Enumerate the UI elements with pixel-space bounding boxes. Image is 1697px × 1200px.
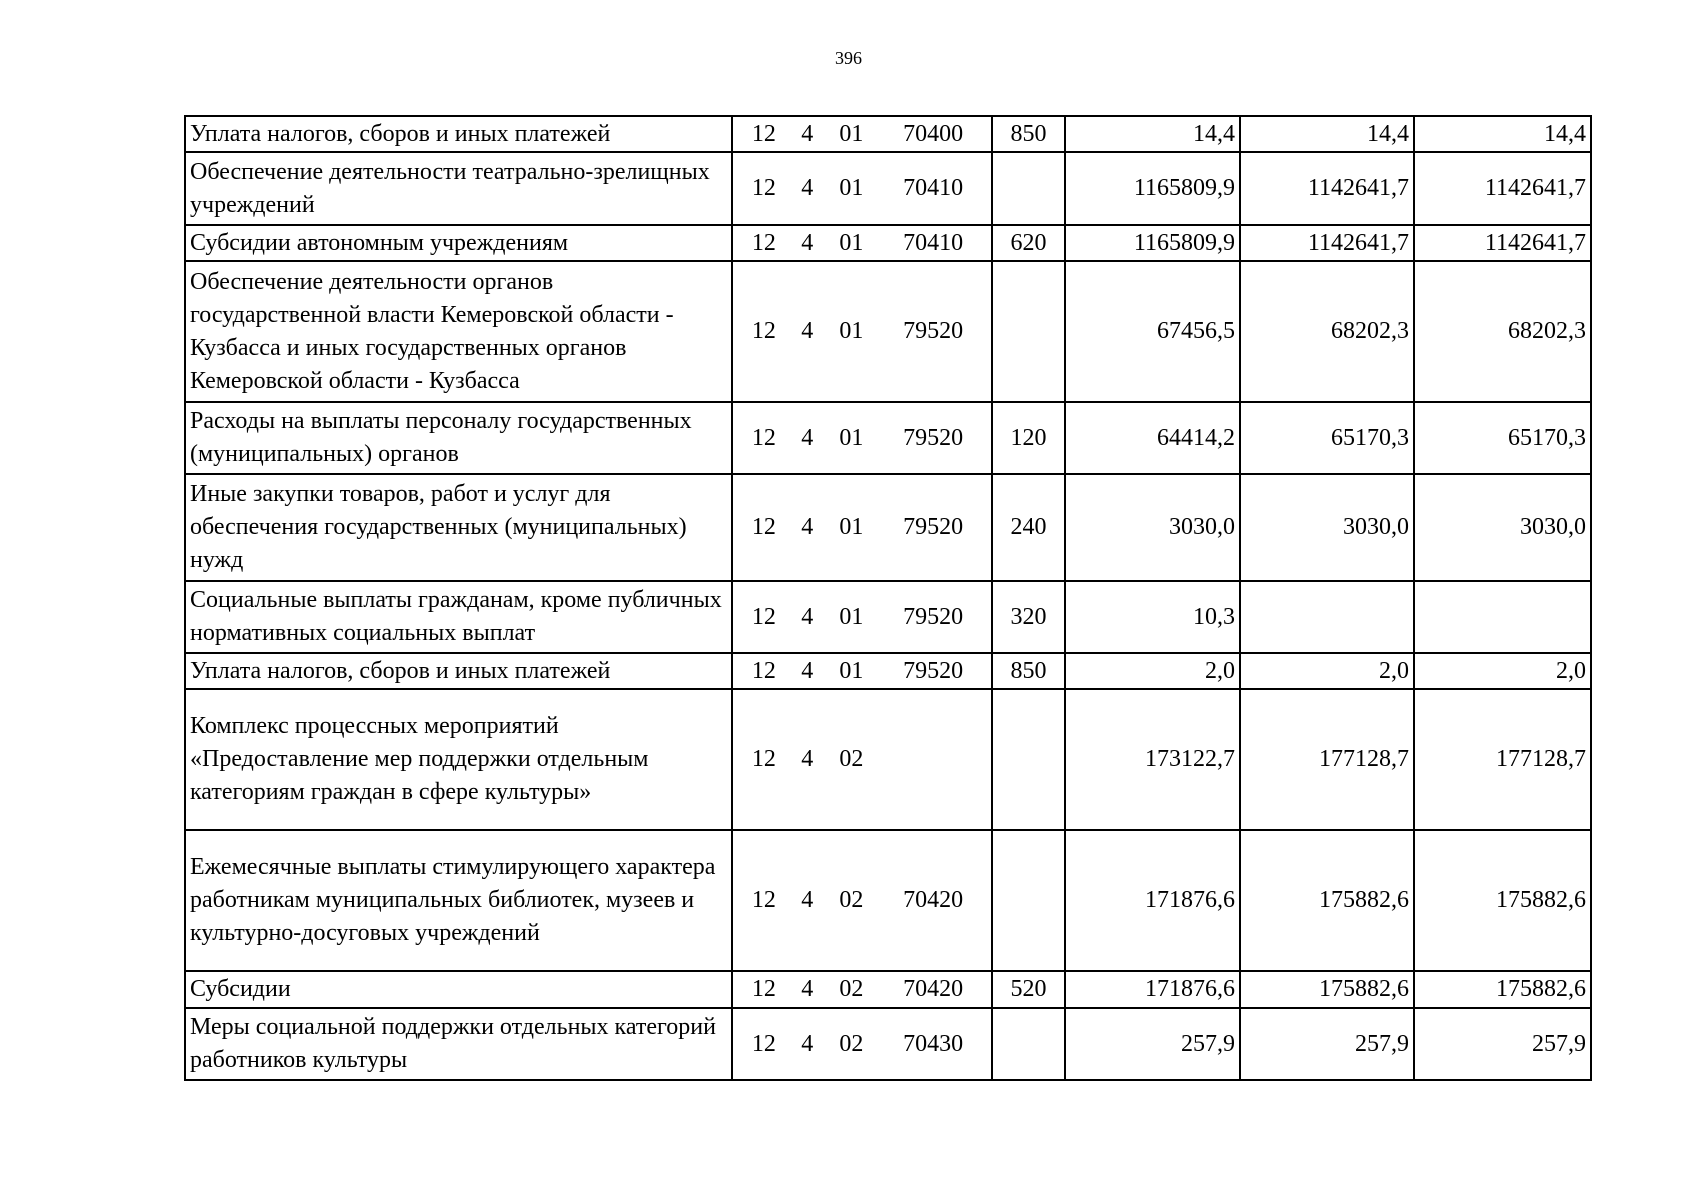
amount-year-1-cell: 171876,6 bbox=[1065, 971, 1240, 1008]
amount-year-1-cell: 64414,2 bbox=[1065, 402, 1240, 474]
program-group-code: 01 bbox=[839, 318, 864, 344]
classification-codes-cell bbox=[732, 653, 992, 689]
subsection-code: 4 bbox=[801, 175, 814, 201]
amount-year-1-cell: 67456,5 bbox=[1065, 261, 1240, 402]
direction-code: 70410 bbox=[903, 175, 964, 201]
table-row bbox=[185, 689, 1591, 830]
amount-year-3-cell: 2,0 bbox=[1414, 653, 1591, 689]
amount-year-2-cell: 175882,6 bbox=[1240, 830, 1414, 971]
program-group-code: 01 bbox=[839, 657, 864, 684]
subsection-code: 4 bbox=[801, 424, 814, 451]
classification-codes-cell bbox=[732, 225, 992, 261]
classification-codes-cell bbox=[732, 581, 992, 653]
direction-code: 70420 bbox=[903, 887, 964, 913]
subsection-code: 4 bbox=[801, 657, 814, 684]
amount-year-2-cell: 14,4 bbox=[1240, 116, 1414, 152]
amount-year-2-cell: 175882,6 bbox=[1240, 971, 1414, 1008]
amount-year-3-cell: 177128,7 bbox=[1414, 689, 1591, 830]
expense-name-cell: Комплекс процессных мероприятий «Предоставление мер поддержки отдельным категориям граждан в сфере культуры» bbox=[185, 689, 732, 830]
section-code: 12 bbox=[751, 318, 776, 344]
expense-type-code-cell: 520 bbox=[992, 971, 1065, 1008]
expense-type-code-cell: 320 bbox=[992, 581, 1065, 653]
subsection-code: 4 bbox=[801, 746, 814, 772]
subsection-code: 4 bbox=[801, 318, 814, 344]
classification-codes-cell bbox=[732, 1008, 992, 1080]
direction-code: 70430 bbox=[903, 1030, 964, 1057]
section-code: 12 bbox=[751, 229, 776, 256]
expense-type-code-cell: 240 bbox=[992, 474, 1065, 581]
table-row bbox=[185, 152, 1591, 225]
expense-type-code-cell bbox=[992, 1008, 1065, 1080]
classification-codes-cell bbox=[732, 474, 992, 581]
expense-name-cell: Расходы на выплаты персоналу государственных (муниципальных) органов bbox=[185, 402, 732, 474]
budget-table-body bbox=[185, 116, 1591, 1080]
table-row bbox=[185, 581, 1591, 653]
section-code: 12 bbox=[751, 175, 776, 201]
subsection-code: 4 bbox=[801, 229, 814, 256]
program-group-code: 01 bbox=[839, 229, 864, 256]
section-code: 12 bbox=[751, 657, 776, 684]
amount-year-3-cell: 65170,3 bbox=[1414, 402, 1591, 474]
section-code: 12 bbox=[751, 603, 776, 630]
program-group-code: 02 bbox=[839, 1030, 864, 1057]
classification-codes-cell bbox=[732, 152, 992, 225]
expense-type-code-cell: 120 bbox=[992, 402, 1065, 474]
classification-codes-cell bbox=[732, 971, 992, 1008]
classification-codes-cell bbox=[732, 689, 992, 830]
direction-code: 70410 bbox=[903, 229, 964, 256]
section-code: 12 bbox=[751, 746, 776, 772]
table-row bbox=[185, 1008, 1591, 1080]
table-row bbox=[185, 830, 1591, 971]
program-group-code: 01 bbox=[839, 424, 864, 451]
subsection-code: 4 bbox=[801, 120, 814, 147]
amount-year-3-cell: 1142641,7 bbox=[1414, 225, 1591, 261]
amount-year-2-cell: 1142641,7 bbox=[1240, 225, 1414, 261]
direction-code: 79520 bbox=[903, 424, 964, 451]
direction-code: 79520 bbox=[903, 657, 964, 684]
expense-name-cell: Социальные выплаты гражданам, кроме публичных нормативных социальных выплат bbox=[185, 581, 732, 653]
amount-year-3-cell: 68202,3 bbox=[1414, 261, 1591, 402]
classification-codes-cell bbox=[732, 402, 992, 474]
table-row bbox=[185, 225, 1591, 261]
amount-year-1-cell: 1165809,9 bbox=[1065, 152, 1240, 225]
page-number: 396 bbox=[835, 48, 862, 68]
amount-year-2-cell: 3030,0 bbox=[1240, 474, 1414, 581]
budget-table bbox=[184, 115, 1592, 1081]
table-row bbox=[185, 116, 1591, 152]
section-code: 12 bbox=[751, 424, 776, 451]
table-row bbox=[185, 474, 1591, 581]
program-group-code: 01 bbox=[839, 514, 864, 540]
direction-code: 79520 bbox=[903, 318, 964, 344]
amount-year-1-cell: 171876,6 bbox=[1065, 830, 1240, 971]
subsection-code: 4 bbox=[801, 603, 814, 630]
section-code: 12 bbox=[751, 1030, 776, 1057]
expense-name-cell: Обеспечение деятельности театрально-зрелищных учреждений bbox=[185, 152, 732, 225]
expense-name-cell: Уплата налогов, сборов и иных платежей bbox=[185, 116, 732, 152]
expense-name-cell: Субсидии автономным учреждениям bbox=[185, 225, 732, 261]
expense-name-cell: Обеспечение деятельности органов государственной власти Кемеровской области - Кузбасса и иных государственных органов Кемеровской области - Кузбасса bbox=[185, 261, 732, 402]
subsection-code: 4 bbox=[801, 514, 814, 540]
amount-year-2-cell: 257,9 bbox=[1240, 1008, 1414, 1080]
section-code: 12 bbox=[751, 887, 776, 913]
program-group-code: 02 bbox=[839, 976, 864, 1002]
table-row bbox=[185, 653, 1591, 689]
classification-codes-cell bbox=[732, 830, 992, 971]
expense-type-code-cell: 620 bbox=[992, 225, 1065, 261]
amount-year-2-cell bbox=[1240, 581, 1414, 653]
expense-type-code-cell: 850 bbox=[992, 116, 1065, 152]
program-group-code: 02 bbox=[839, 887, 864, 913]
subsection-code: 4 bbox=[801, 1030, 814, 1057]
program-group-code: 01 bbox=[839, 603, 864, 630]
direction-code: 79520 bbox=[903, 603, 964, 630]
amount-year-3-cell: 175882,6 bbox=[1414, 971, 1591, 1008]
table-row bbox=[185, 402, 1591, 474]
expense-type-code-cell bbox=[992, 261, 1065, 402]
amount-year-1-cell: 14,4 bbox=[1065, 116, 1240, 152]
direction-code: 70420 bbox=[903, 976, 964, 1002]
section-code: 12 bbox=[751, 514, 776, 540]
amount-year-3-cell: 175882,6 bbox=[1414, 830, 1591, 971]
amount-year-3-cell: 257,9 bbox=[1414, 1008, 1591, 1080]
expense-type-code-cell: 850 bbox=[992, 653, 1065, 689]
program-group-code: 02 bbox=[839, 746, 864, 772]
expense-name-cell: Субсидии bbox=[185, 971, 732, 1008]
expense-name-cell: Меры социальной поддержки отдельных категорий работников культуры bbox=[185, 1008, 732, 1080]
program-group-code: 01 bbox=[839, 175, 864, 201]
expense-name-cell: Иные закупки товаров, работ и услуг для обеспечения государственных (муниципальных) нужд bbox=[185, 474, 732, 581]
amount-year-1-cell: 173122,7 bbox=[1065, 689, 1240, 830]
section-code: 12 bbox=[751, 976, 776, 1002]
amount-year-1-cell: 3030,0 bbox=[1065, 474, 1240, 581]
expense-type-code-cell bbox=[992, 152, 1065, 225]
amount-year-3-cell: 3030,0 bbox=[1414, 474, 1591, 581]
amount-year-2-cell: 65170,3 bbox=[1240, 402, 1414, 474]
amount-year-1-cell: 1165809,9 bbox=[1065, 225, 1240, 261]
amount-year-2-cell: 2,0 bbox=[1240, 653, 1414, 689]
amount-year-3-cell: 1142641,7 bbox=[1414, 152, 1591, 225]
classification-codes-cell bbox=[732, 261, 992, 402]
amount-year-3-cell: 14,4 bbox=[1414, 116, 1591, 152]
subsection-code: 4 bbox=[801, 887, 814, 913]
program-group-code: 01 bbox=[839, 120, 864, 147]
amount-year-3-cell bbox=[1414, 581, 1591, 653]
direction-code: 70400 bbox=[903, 120, 964, 147]
table-row bbox=[185, 261, 1591, 402]
expense-name-cell: Уплата налогов, сборов и иных платежей bbox=[185, 653, 732, 689]
amount-year-2-cell: 68202,3 bbox=[1240, 261, 1414, 402]
table-row bbox=[185, 971, 1591, 1008]
subsection-code: 4 bbox=[801, 976, 814, 1002]
amount-year-2-cell: 177128,7 bbox=[1240, 689, 1414, 830]
amount-year-2-cell: 1142641,7 bbox=[1240, 152, 1414, 225]
amount-year-1-cell: 257,9 bbox=[1065, 1008, 1240, 1080]
amount-year-1-cell: 10,3 bbox=[1065, 581, 1240, 653]
expense-name-cell: Ежемесячные выплаты стимулирующего характера работникам муниципальных библиотек, музеев и культурно-досуговых учреждений bbox=[185, 830, 732, 971]
classification-codes-cell bbox=[732, 116, 992, 152]
amount-year-1-cell: 2,0 bbox=[1065, 653, 1240, 689]
direction-code: 79520 bbox=[903, 514, 964, 540]
expense-type-code-cell bbox=[992, 689, 1065, 830]
section-code: 12 bbox=[751, 120, 776, 147]
expense-type-code-cell bbox=[992, 830, 1065, 971]
